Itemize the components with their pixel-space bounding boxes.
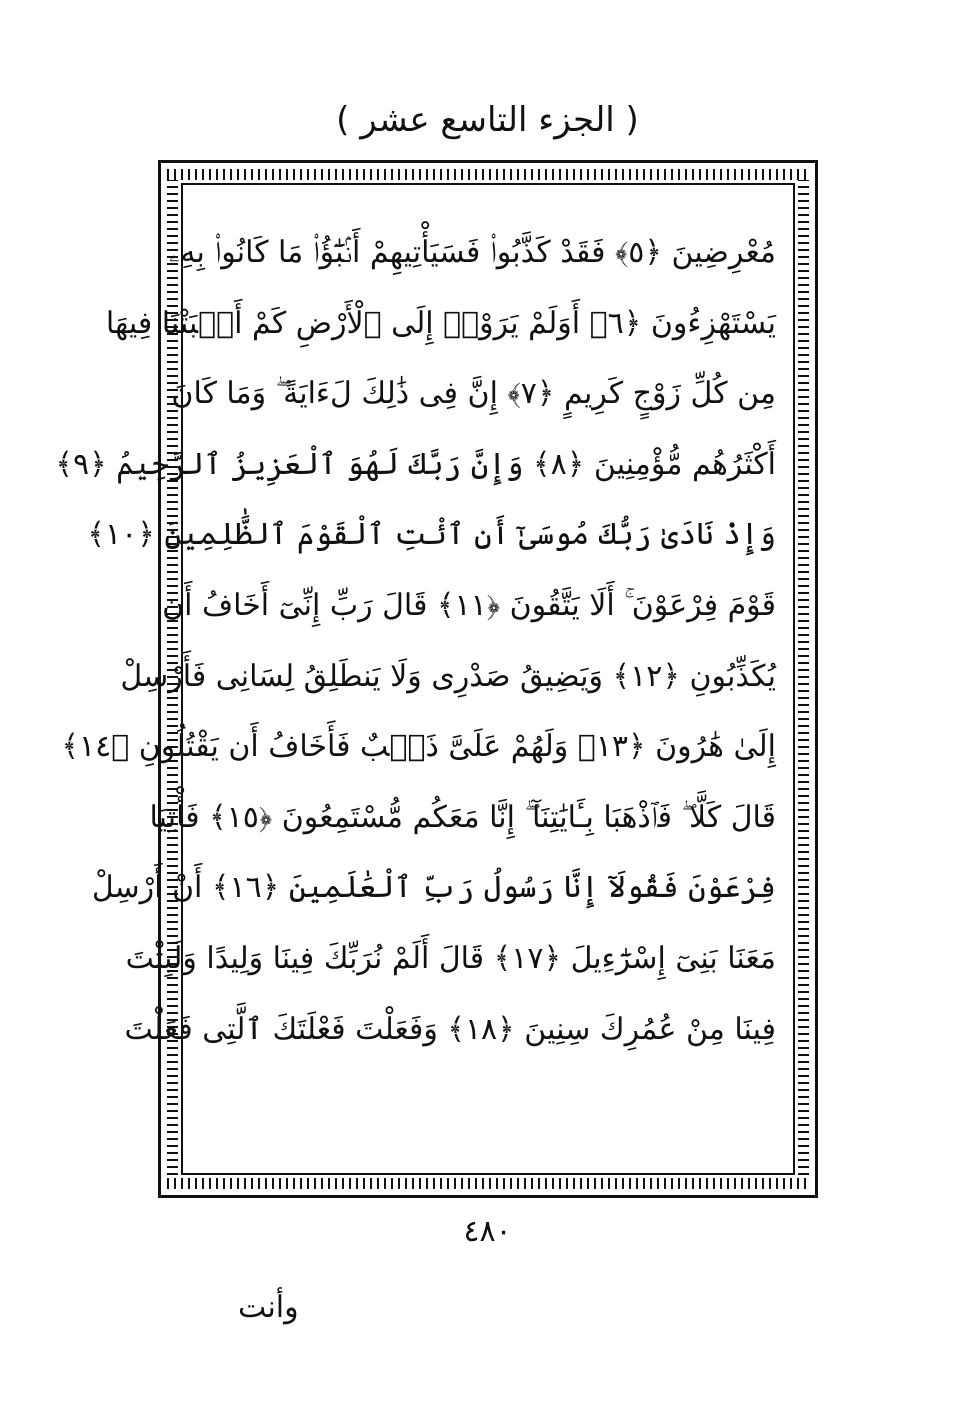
text-line-8: إِلَىٰ هَٰرُونَ ﴿١٣﴾ وَلَهُمْ عَلَىَّ ذَنۢبٌ فَأَخَافُ أَن يَقْتُلُونِ ﴿١٤﴾ — [61, 729, 776, 765]
text-line-6: قَوْمَ فِرْعَوْنَ ۚ أَلَا يَتَّقُونَ ﴿١١﴾ قَالَ رَبِّ إِنِّىٓ أَخَافُ أَن — [162, 587, 776, 623]
quran-text-block — [55, 218, 776, 1065]
text-line-10: فِرْعَوْنَ فَقُولَآ إِنَّا رَسُولُ رَبِّ ٱلْعَٰلَمِينَ ﴿١٦﴾ أَنْ أَرْسِلْ — [91, 870, 776, 906]
text-line-7: يُكَذِّبُونِ ﴿١٢﴾ وَيَضِيقُ صَدْرِى وَلَا يَنطَلِقُ لِسَانِى فَأَرْسِلْ — [120, 658, 776, 694]
text-line-5: وَإِذْ نَادَىٰ رَبُّكَ مُوسَىٰٓ أَنِ ٱئْتِ ٱلْقَوْمَ ٱلظَّٰلِمِينَ ﴿١٠﴾ — [87, 517, 776, 553]
page-number: ٤٨٠ — [463, 1214, 512, 1249]
text-line-12: فِينَا مِنْ عُمُرِكَ سِنِينَ ﴿١٨﴾ وَفَعَلْتَ فَعْلَتَكَ ٱلَّتِى فَعَلْتَ — [124, 1011, 776, 1047]
catchword: وأنت — [238, 1290, 299, 1325]
text-line-2: يَسْتَهْزِءُونَ ﴿٦﴾ أَوَلَمْ يَرَوْا۟ إِلَى ٱلْأَرْضِ كَمْ أَنۢبَتْنَا فِيهَا — [105, 305, 776, 341]
juz-header: ( الجزء التاسع عشر ) — [336, 100, 639, 140]
text-line-11: مَعَنَا بَنِىٓ إِسْرَٰٓءِيلَ ﴿١٧﴾ قَالَ أَلَمْ نُرَبِّكَ فِينَا وَلِيدًا وَلَبِثْتَ — [125, 940, 776, 976]
text-line-9: قَالَ كَلَّا ۖ فَٱذْهَبَا بِـَٔايَٰتِنَآ ۖ إِنَّا مَعَكُم مُّسْتَمِعُونَ ﴿١٥﴾ فَأْتِيَا — [149, 799, 776, 835]
text-line-3: مِن كُلِّ زَوْجٍ كَرِيمٍ ﴿٧﴾ إِنَّ فِى ذَٰلِكَ لَءَايَةً ۖ وَمَا كَانَ — [171, 376, 776, 412]
text-line-4: أَكْثَرُهُم مُّؤْمِنِينَ ﴿٨﴾ وَإِنَّ رَبَّكَ لَهُوَ ٱلْعَزِيزُ ٱلرَّحِيمُ ﴿٩﴾ — [55, 446, 776, 482]
text-line-1: مُعْرِضِينَ ﴿٥﴾ فَقَدْ كَذَّبُوا۟ فَسَيَأْتِيهِمْ أَنۢبَٰٓؤُا۟ مَا كَانُوا۟ بِهِۦ — [169, 235, 776, 270]
